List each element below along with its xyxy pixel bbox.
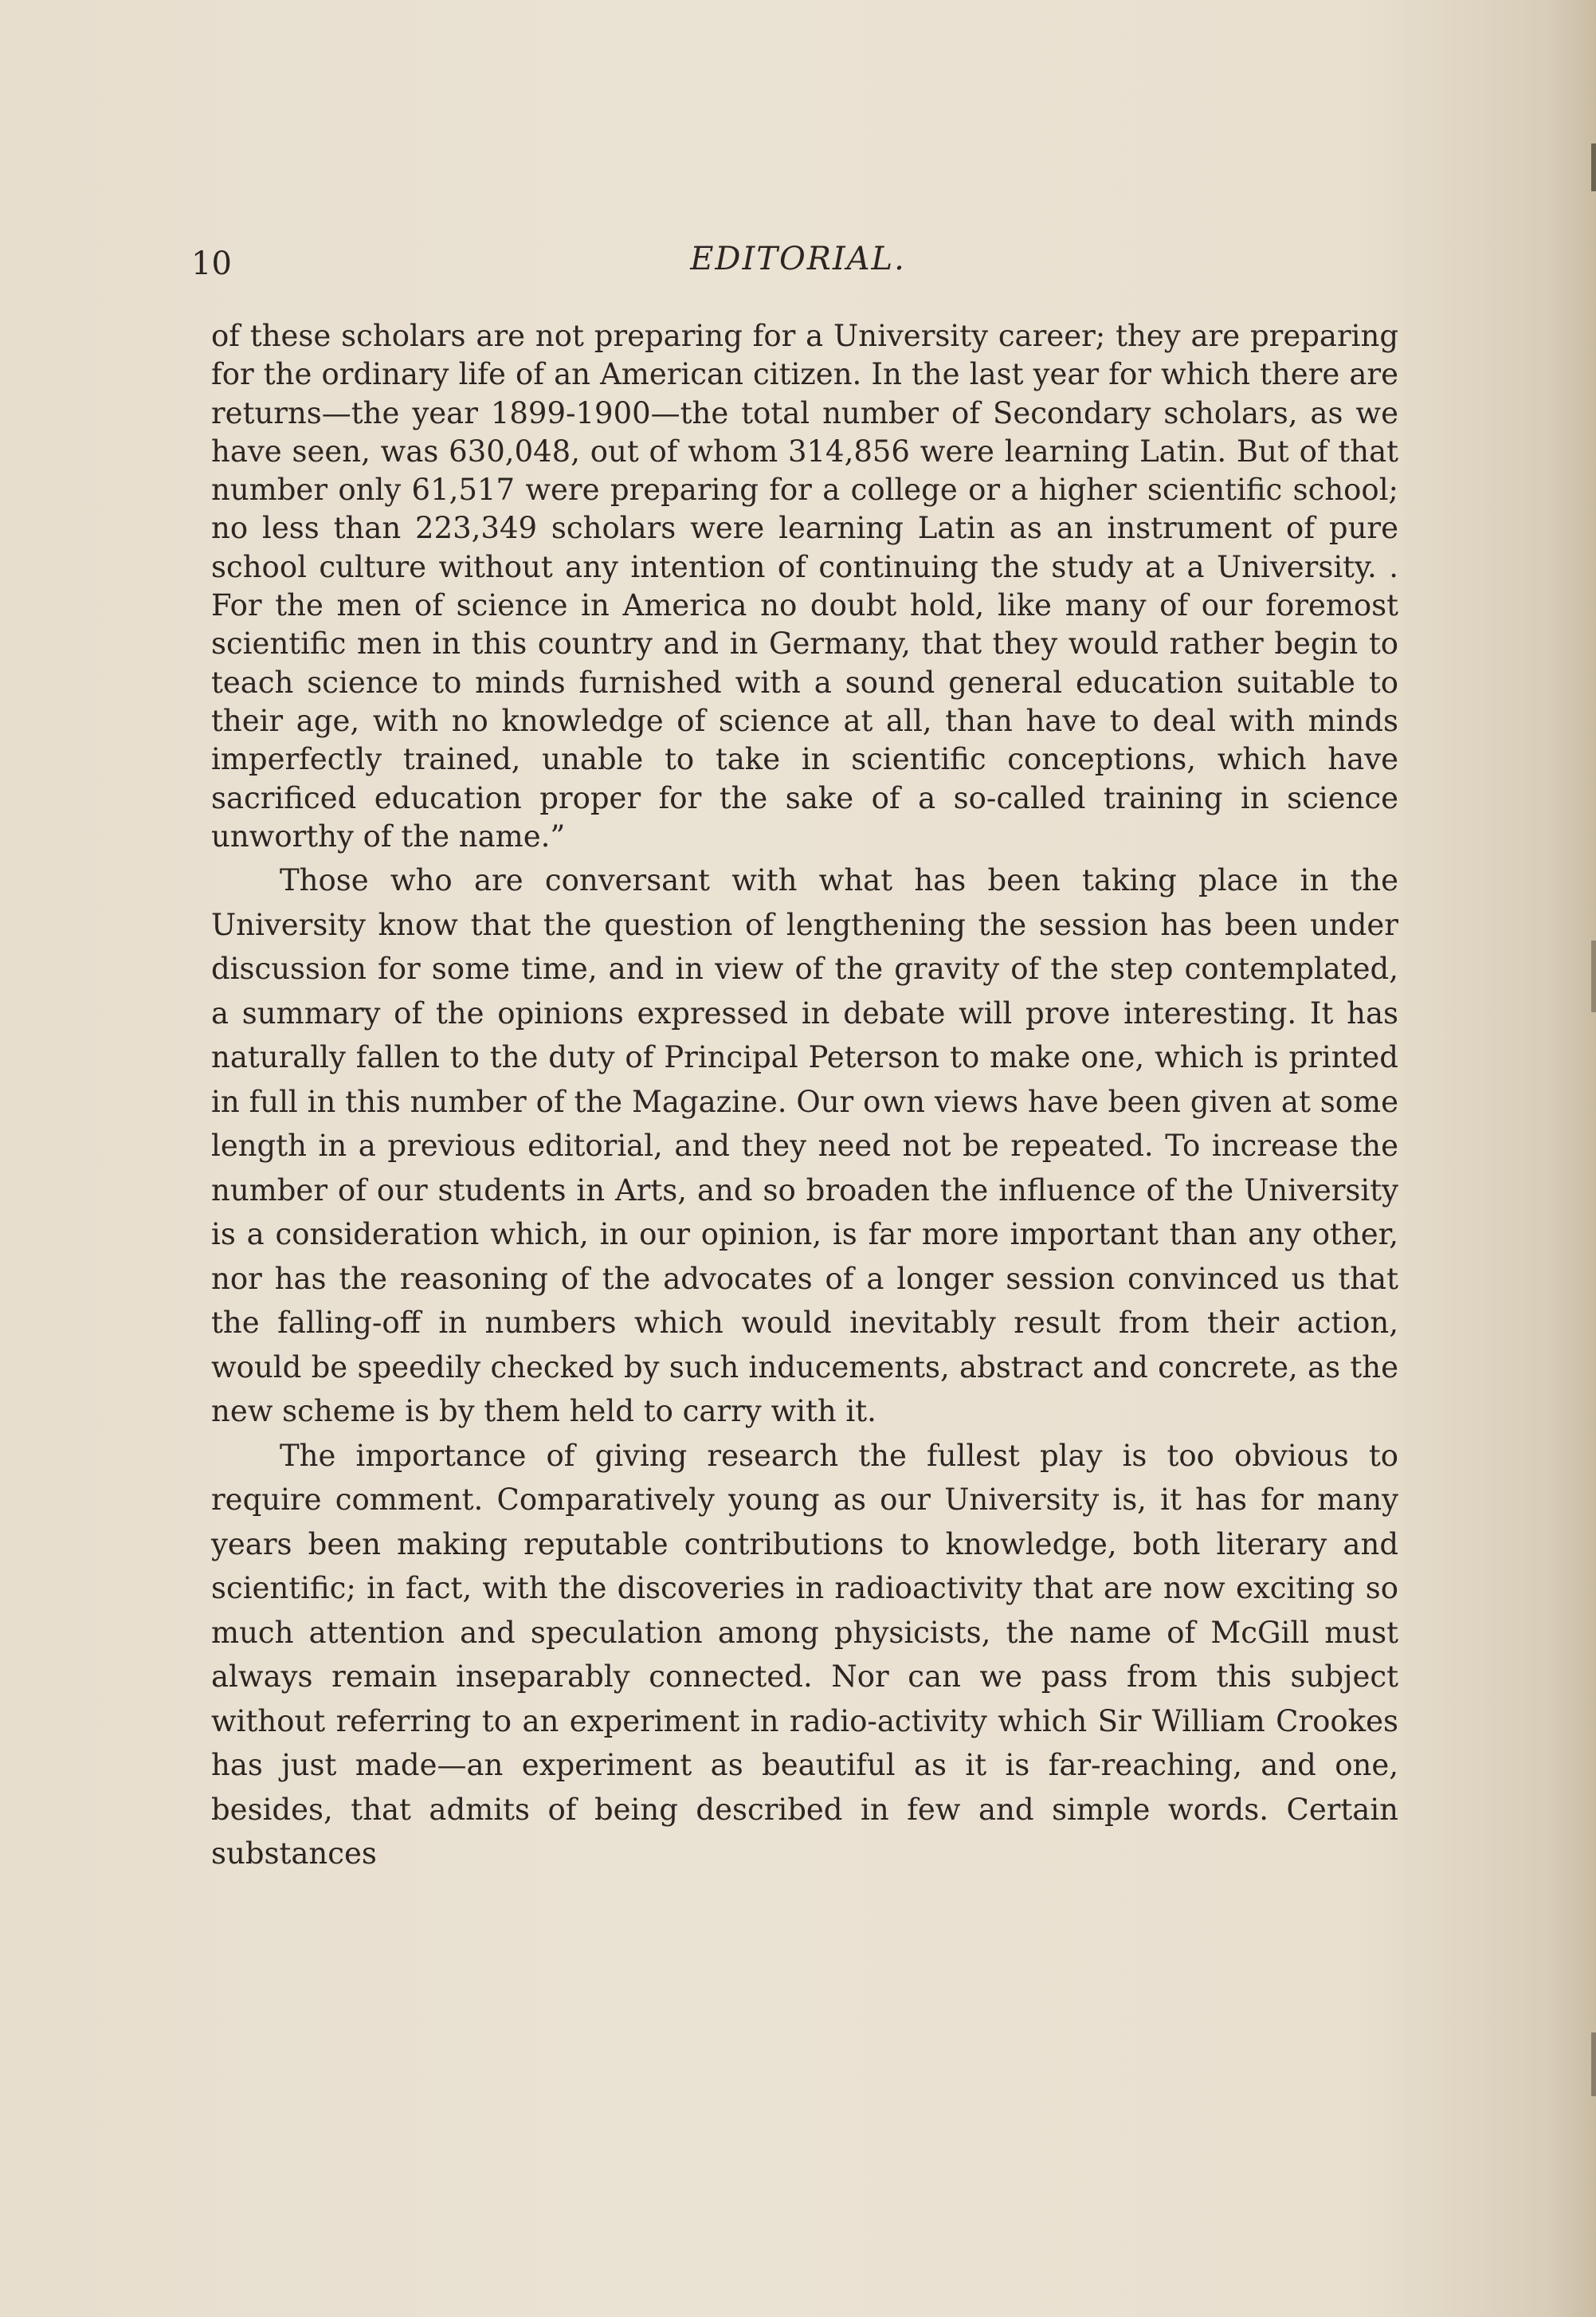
page-edge-mark bbox=[1591, 941, 1596, 1012]
paragraph: of these scholars are not preparing for a University career; they are preparing for the ordinary life of an American citizen. In the last year for which there are returns—the year 1899-1900—the total number of Secondary scholars, as we have seen, was 630,048, out of whom 314,856 were learning Latin. But of that number only 61,517 were preparing for a college or a higher scientific school; no less than 223,349 scholars were learning Latin as an instrument of pure school culture without any intention of continuing the study at a University. . For the men of science in America no doubt hold, like many of our foremost scientific men in this country and in Germany, that they would rather begin to teach science to minds furnished with a sound general education suitable to their age, with no knowledge of science at all, than have to deal with minds imperfectly trained, unable to take in scientific conceptions, which have sacrificed education proper for the sake of a so-called training in science unworthy of the name.” bbox=[211, 319, 1398, 854]
body-text bbox=[211, 317, 1398, 1876]
page-edge-mark bbox=[1591, 143, 1596, 191]
paragraph: The importance of giving research the fullest play is too obvious to require comment. Comparatively young as our University is, it has for many years been making reputable contributions to knowledge, both literary and scientific; in fact, with the discoveries in radioactivity that are now exciting so much attention and speculation among physicists, the name of McGill must always remain inseparably connected. Nor can we pass from this subject without referring to an experiment in radio-activity which Sir William Crookes has just made—an experiment as beautiful as it is far-reaching, and one, besides, that admits of being described in few and simple words. Certain substances bbox=[211, 1438, 1398, 1871]
page-number: 10 bbox=[191, 245, 232, 282]
paragraph: Those who are conversant with what has been taking place in the University know that the question of lengthening the session has been under discussion for some time, and in view of the gravity of the step contemplated, a summary of the opinions expressed in debate will prove interesting. It has naturally fallen to the duty of Principal Peterson to make one, which is printed in full in this number of the Magazine. Our own views have been given at some length in a previous editorial, and they need not be repeated. To increase the number of our students in Arts, and so broaden the influence of the University is a consideration which, in our opinion, is far more important than any other, nor has the reasoning of the advocates of a longer session convinced us that the falling-off in numbers which would inevitably result from their action, would be speedily checked by such inducements, abstract and concrete, as the new scheme is by them held to carry with it. bbox=[211, 863, 1398, 1429]
page-edge-mark bbox=[1591, 2032, 1596, 2096]
running-head: EDITORIAL. bbox=[690, 241, 906, 277]
